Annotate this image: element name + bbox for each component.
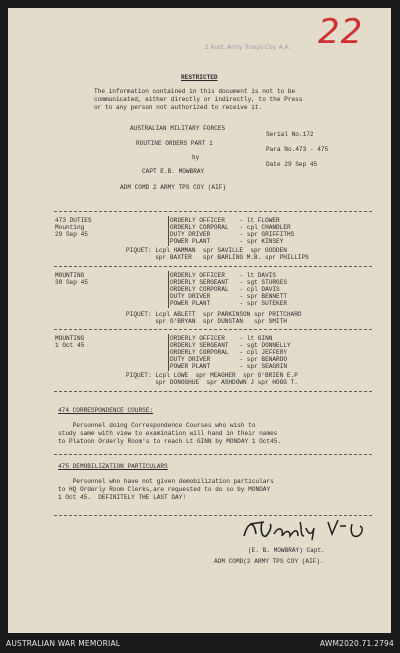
para-475-line: Personnel who have not given demobilization particulars <box>58 478 274 485</box>
para-474-line: study same with view to examination will hand in their names <box>58 430 278 437</box>
duty-row: ORDERLY OFFICER - lt DAVIS <box>170 272 277 279</box>
document-page <box>8 8 391 633</box>
separator-line <box>54 266 372 267</box>
duty-label-line: 473 DUTIES <box>55 217 92 224</box>
force-name: AUSTRALIAN MILITARY FORCES <box>130 125 226 132</box>
duty-label-line: 30 Sep 45 <box>55 279 88 286</box>
piquet-line: spr DONOGHUE spr ASHDOWN J spr HOGG T. <box>126 379 298 386</box>
bracket <box>168 216 169 246</box>
unit-stamp: 2 Aust. Army Troops Coy. A.A. <box>205 45 291 51</box>
order-date: Date 29 Sep 45 <box>266 161 318 168</box>
separator-line <box>54 211 372 212</box>
duty-row: POWER PLANT - spr SUTEKER <box>170 300 288 307</box>
separator-line <box>54 391 372 392</box>
duty-row: ORDERLY CORPORAL - cpl JEFFERY <box>170 349 288 356</box>
duty-label-line: MOUNTING <box>55 335 85 342</box>
restricted-heading: RESTRICTED <box>181 74 218 81</box>
footer-bar <box>0 633 400 653</box>
orders-title: ROUTINE ORDERS PART 1 <box>136 140 213 147</box>
piquet-line: PIQUET: Lcpl LOWE spr MEAGHER spr O'BRIEN E.P <box>126 372 298 379</box>
footer-accession-number: AWM2020.71.2794 <box>319 639 394 648</box>
duty-row: ORDERLY SERGEANT - sgt STURGES <box>170 279 288 286</box>
separator-line <box>54 329 372 330</box>
duty-row: ORDERLY OFFICER - lt GINN <box>170 335 273 342</box>
page-number-handwritten: 22 <box>318 12 364 52</box>
bracket <box>168 334 169 371</box>
signatory-unit: ADM COMD(2 ARMY TPS COY (AIF). <box>214 558 324 565</box>
piquet-line: PIQUET: Lcpl HAMMAN spr SAVILLE spr GODDEN <box>126 247 287 254</box>
unit-name: ADM COMD 2 ARMY TPS COY (AIF) <box>120 184 227 191</box>
duty-label-line: 29 Sep 45 <box>55 231 88 238</box>
notice-line-3: or to any person not authorized to receive it. <box>94 104 263 111</box>
bracket <box>168 271 169 308</box>
by-text: by <box>192 154 200 161</box>
duty-row: ORDERLY SERGEANT - sgt DONNELLY <box>170 342 291 349</box>
para-474-heading: 474 CORRESPONDENCE COURSE: <box>58 407 154 414</box>
duty-row: ORDERLY OFFICER - lt FLOWER <box>170 217 280 224</box>
footer-institution: AUSTRALIAN WAR MEMORIAL <box>6 639 121 648</box>
duty-label-line: 1 Oct 45 <box>55 342 85 349</box>
separator-line <box>54 454 372 455</box>
duty-row: DUTY DRIVER - spr BENARDO <box>170 356 288 363</box>
piquet-line: PIQUET: Lcpl ABLETT spr PARKINSON spr PRITCHARD <box>126 311 302 318</box>
serial-number: Serial No.172 <box>266 131 314 138</box>
duty-row: POWER PLANT - spr KINSEY <box>170 238 284 245</box>
notice-line-1: The information contained in this document is not to be <box>94 88 296 95</box>
duty-label-line: Mounting <box>55 224 85 231</box>
notice-line-2: communicated, either directly or indirectly, to the Press <box>94 96 303 103</box>
handwritten-signature <box>240 514 370 546</box>
para-474-line: to Platoon Orderly Room's to reach Lt GINN by MONDAY 1 Oct45. <box>58 438 282 445</box>
duty-row: POWER PLANT - spr SEAGRIN <box>170 363 288 370</box>
para-475-line: 1 Oct 45. DEFINITELY THE LAST DAY! <box>58 494 186 501</box>
duty-label-line: MOUNTING <box>55 272 85 279</box>
para-475-line: to HQ Orderly Room Clerks,are requested to do so by MONDAY <box>58 486 271 493</box>
para-475-heading: 475 DEMOBILIZATION PARTICULARS <box>58 463 168 470</box>
signatory-name: (E. B. MOWBRAY) Capt. <box>248 547 325 554</box>
duty-row: DUTY DRIVER - spr BENNETT <box>170 293 288 300</box>
duty-row: ORDERLY CORPORAL - cpl CHANDLER <box>170 224 291 231</box>
piquet-line: spr O'BRYAN spr DUNSTAN spr SMITH <box>126 318 287 325</box>
duty-row: ORDERLY CORPORAL - cpl DAVIS <box>170 286 280 293</box>
piquet-line: spr BAXTER spr BARLING M.B. spr PHILLIPS <box>126 254 309 261</box>
officer-name: CAPT E.B. MOWBRAY <box>142 168 205 175</box>
duty-row: DUTY DRIVER - spr GRIFFITHS <box>170 231 295 238</box>
para-number: Para No.473 - 475 <box>266 146 329 153</box>
para-474-line: Personnel doing Correspondence Courses who wish to <box>58 422 256 429</box>
